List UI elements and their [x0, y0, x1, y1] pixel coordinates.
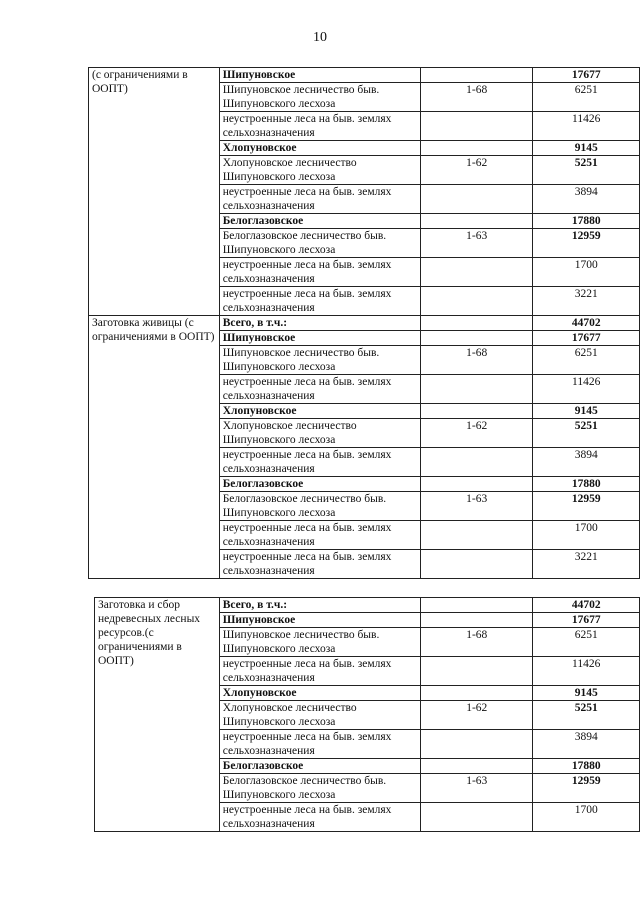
area-code: 1-62 — [421, 156, 533, 185]
activity-label: Заготовка и сбор недревесных лесных ресурсов.(с ограничениями в ООПТ) — [95, 598, 220, 832]
forest-area-name: Шипуновское лесничество быв. Шипуновского лесхоза — [219, 628, 420, 657]
area-code — [421, 185, 533, 214]
forest-table-upper — [88, 67, 640, 579]
area-code — [421, 657, 533, 686]
area-code — [421, 316, 533, 331]
forest-area-name: Шипуновское — [219, 331, 420, 346]
forest-area-name: Белоглазовское — [219, 477, 420, 492]
area-value: 5251 — [533, 701, 640, 730]
area-code: 1-63 — [421, 774, 533, 803]
area-value: 1700 — [533, 521, 640, 550]
forest-area-name: Всего, в т.ч.: — [219, 598, 420, 613]
activity-label: (с ограничениями в ООПТ) — [89, 68, 220, 316]
forest-area-name: Шипуновское — [219, 68, 420, 83]
table-row — [89, 316, 640, 331]
area-code — [421, 68, 533, 83]
area-code: 1-62 — [421, 419, 533, 448]
forest-area-name: неустроенные леса на быв. землях сельхозназначения — [219, 448, 420, 477]
forest-area-name: Шипуновское — [219, 613, 420, 628]
forest-area-name: неустроенные леса на быв. землях сельхозназначения — [219, 730, 420, 759]
area-value: 1700 — [533, 258, 640, 287]
area-value: 3894 — [533, 730, 640, 759]
forest-area-name: неустроенные леса на быв. землях сельхозназначения — [219, 287, 420, 316]
area-code: 1-68 — [421, 346, 533, 375]
area-code — [421, 214, 533, 229]
forest-area-name: неустроенные леса на быв. землях сельхозназначения — [219, 521, 420, 550]
area-value: 12959 — [533, 492, 640, 521]
area-value: 3894 — [533, 448, 640, 477]
area-code — [421, 613, 533, 628]
area-value: 6251 — [533, 83, 640, 112]
forest-area-name: неустроенные леса на быв. землях сельхозназначения — [219, 550, 420, 579]
area-code — [421, 598, 533, 613]
area-code — [421, 803, 533, 832]
area-value: 3221 — [533, 550, 640, 579]
area-value: 11426 — [533, 112, 640, 141]
area-code — [421, 686, 533, 701]
area-code — [421, 258, 533, 287]
area-code: 1-63 — [421, 229, 533, 258]
area-value: 44702 — [533, 598, 640, 613]
area-value: 17677 — [533, 613, 640, 628]
forest-area-name: неустроенные леса на быв. землях сельхозназначения — [219, 375, 420, 404]
area-value: 17880 — [533, 759, 640, 774]
forest-area-name: Белоглазовское лесничество быв. Шипуновского лесхоза — [219, 229, 420, 258]
area-code — [421, 141, 533, 156]
area-value: 1700 — [533, 803, 640, 832]
area-value: 17880 — [533, 214, 640, 229]
area-value: 9145 — [533, 404, 640, 419]
forest-area-name: Хлопуновское лесничество Шипуновского лесхоза — [219, 701, 420, 730]
activity-label: Заготовка живицы (с ограничениями в ООПТ) — [89, 316, 220, 579]
forest-area-name: Шипуновское лесничество быв. Шипуновского лесхоза — [219, 346, 420, 375]
forest-area-name: неустроенные леса на быв. землях сельхозназначения — [219, 112, 420, 141]
area-code: 1-62 — [421, 701, 533, 730]
area-value: 12959 — [533, 774, 640, 803]
area-code — [421, 759, 533, 774]
area-value: 6251 — [533, 628, 640, 657]
area-value: 11426 — [533, 657, 640, 686]
forest-table-lower — [94, 597, 640, 832]
table-body-upper — [89, 68, 640, 579]
forest-area-name: Хлопуновское — [219, 686, 420, 701]
area-code — [421, 375, 533, 404]
area-value: 9145 — [533, 686, 640, 701]
area-code — [421, 287, 533, 316]
forest-area-name: Белоглазовское — [219, 214, 420, 229]
forest-area-name: Всего, в т.ч.: — [219, 316, 420, 331]
area-code — [421, 448, 533, 477]
area-code: 1-63 — [421, 492, 533, 521]
table-row — [95, 598, 640, 613]
area-value: 11426 — [533, 375, 640, 404]
table-body-lower — [95, 598, 640, 832]
area-value: 3894 — [533, 185, 640, 214]
forest-area-name: Хлопуновское — [219, 141, 420, 156]
area-code: 1-68 — [421, 628, 533, 657]
area-code — [421, 112, 533, 141]
forest-area-name: Хлопуновское — [219, 404, 420, 419]
area-value: 17677 — [533, 68, 640, 83]
forest-area-name: Белоглазовское — [219, 759, 420, 774]
area-code — [421, 521, 533, 550]
page-number: 10 — [313, 30, 327, 45]
forest-area-name: Белоглазовское лесничество быв. Шипуновского лесхоза — [219, 774, 420, 803]
forest-area-name: Шипуновское лесничество быв. Шипуновского лесхоза — [219, 83, 420, 112]
table-row — [89, 68, 640, 83]
forest-area-name: Хлопуновское лесничество Шипуновского лесхоза — [219, 419, 420, 448]
area-code — [421, 730, 533, 759]
forest-area-name: неустроенные леса на быв. землях сельхозназначения — [219, 185, 420, 214]
area-value: 5251 — [533, 419, 640, 448]
area-value: 5251 — [533, 156, 640, 185]
forest-area-name: неустроенные леса на быв. землях сельхозназначения — [219, 803, 420, 832]
forest-area-name: неустроенные леса на быв. землях сельхозназначения — [219, 657, 420, 686]
forest-area-name: Белоглазовское лесничество быв. Шипуновского лесхоза — [219, 492, 420, 521]
area-value: 17880 — [533, 477, 640, 492]
area-value: 3221 — [533, 287, 640, 316]
forest-area-name: Хлопуновское лесничество Шипуновского лесхоза — [219, 156, 420, 185]
area-value: 9145 — [533, 141, 640, 156]
area-value: 12959 — [533, 229, 640, 258]
area-code — [421, 404, 533, 419]
area-code — [421, 477, 533, 492]
area-code — [421, 550, 533, 579]
forest-area-name: неустроенные леса на быв. землях сельхозназначения — [219, 258, 420, 287]
area-code: 1-68 — [421, 83, 533, 112]
area-value: 6251 — [533, 346, 640, 375]
area-value: 44702 — [533, 316, 640, 331]
area-code — [421, 331, 533, 346]
area-value: 17677 — [533, 331, 640, 346]
